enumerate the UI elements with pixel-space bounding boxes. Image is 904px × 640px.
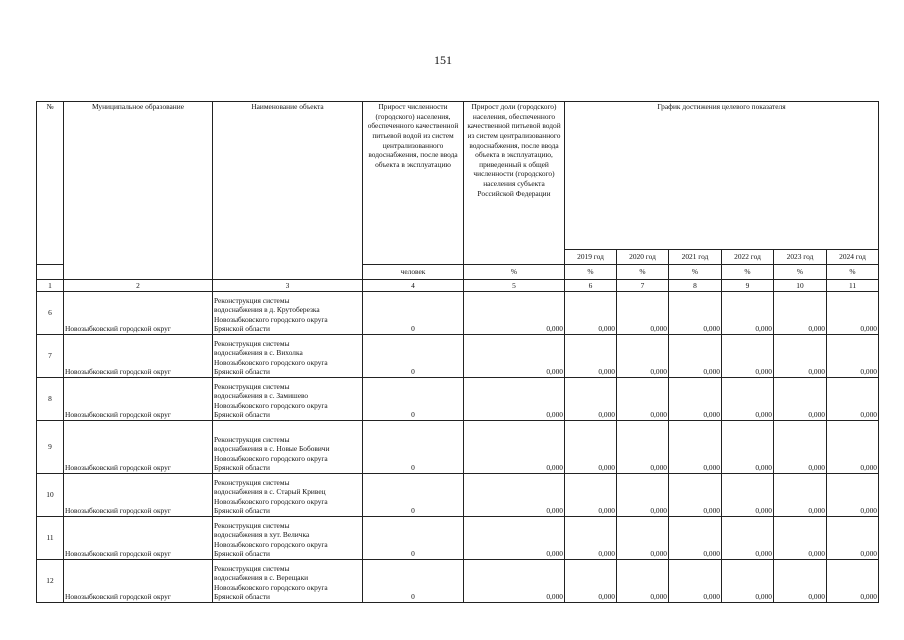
year-value-cell: 0,000 [669, 560, 722, 603]
people-cell: 0 [363, 335, 464, 378]
year-value-cell: 0,000 [722, 292, 774, 335]
people-cell: 0 [363, 292, 464, 335]
year-value-cell: 0,000 [565, 335, 617, 378]
year-value-cell: 0,000 [669, 421, 722, 474]
col-number: 10 [774, 280, 827, 292]
municipality-cell: Новозыбковский городской округ [64, 517, 213, 560]
unit-cell: % [464, 265, 565, 280]
table-row [37, 560, 879, 603]
col-number: 6 [565, 280, 617, 292]
table-row [37, 292, 879, 335]
year-value-cell: 0,000 [669, 292, 722, 335]
table-row [37, 378, 879, 421]
people-cell: 0 [363, 517, 464, 560]
year-value-cell: 0,000 [669, 378, 722, 421]
share-cell: 0,000 [464, 335, 565, 378]
header-object: Наименование объекта [213, 102, 363, 280]
unit-cell: % [722, 265, 774, 280]
year-value-cell: 0,000 [565, 378, 617, 421]
unit-cell-empty [37, 265, 64, 280]
year-value-cell: 0,000 [722, 335, 774, 378]
year-value-cell: 0,000 [722, 474, 774, 517]
unit-cell: % [617, 265, 669, 280]
year-value-cell: 0,000 [827, 517, 879, 560]
object-name-cell: Реконструкция системы водоснабжения в с. Верещаки Новозыбковского городского округа Брянской области [213, 560, 363, 603]
year-value-cell: 0,000 [827, 474, 879, 517]
row-number: 7 [37, 335, 64, 378]
year-value-cell: 0,000 [774, 560, 827, 603]
year-value-cell: 0,000 [774, 474, 827, 517]
year-value-cell: 0,000 [565, 421, 617, 474]
header-year: 2021 год [669, 250, 722, 265]
share-cell: 0,000 [464, 421, 565, 474]
unit-cell: % [565, 265, 617, 280]
share-cell: 0,000 [464, 517, 565, 560]
unit-cell: % [774, 265, 827, 280]
page-number: 151 [434, 53, 452, 67]
object-name-cell: Реконструкция системы водоснабжения в с. Вихолка Новозыбковского городского округа Брянской области [213, 335, 363, 378]
year-value-cell: 0,000 [669, 474, 722, 517]
year-value-cell: 0,000 [722, 421, 774, 474]
people-cell: 0 [363, 560, 464, 603]
people-cell: 0 [363, 474, 464, 517]
header-year: 2023 год [774, 250, 827, 265]
header-year: 2022 год [722, 250, 774, 265]
col-number: 4 [363, 280, 464, 292]
col-number: 2 [64, 280, 213, 292]
year-value-cell: 0,000 [774, 517, 827, 560]
unit-cell: % [827, 265, 879, 280]
people-cell: 0 [363, 421, 464, 474]
year-value-cell: 0,000 [617, 560, 669, 603]
year-value-cell: 0,000 [774, 421, 827, 474]
year-value-cell: 0,000 [774, 378, 827, 421]
header-no: № [37, 102, 64, 265]
year-value-cell: 0,000 [617, 335, 669, 378]
header-schedule: График достижения целевого показателя [565, 102, 879, 250]
year-value-cell: 0,000 [774, 292, 827, 335]
share-cell: 0,000 [464, 474, 565, 517]
col-number: 8 [669, 280, 722, 292]
year-value-cell: 0,000 [827, 335, 879, 378]
municipality-cell: Новозыбковский городской округ [64, 292, 213, 335]
row-number: 6 [37, 292, 64, 335]
year-value-cell: 0,000 [827, 292, 879, 335]
year-value-cell: 0,000 [669, 335, 722, 378]
year-value-cell: 0,000 [565, 560, 617, 603]
header-municipality: Муниципальное образование [64, 102, 213, 280]
share-cell: 0,000 [464, 378, 565, 421]
header-year: 2019 год [565, 250, 617, 265]
year-value-cell: 0,000 [827, 421, 879, 474]
object-name-cell: Реконструкция системы водоснабжения в хут. Величка Новозыбковского городского округа Брянской области [213, 517, 363, 560]
col-number: 1 [37, 280, 64, 292]
year-value-cell: 0,000 [827, 560, 879, 603]
municipality-cell: Новозыбковский городской округ [64, 474, 213, 517]
header-year: 2024 год [827, 250, 879, 265]
share-cell: 0,000 [464, 560, 565, 603]
table-body [37, 292, 879, 603]
unit-cell: % [669, 265, 722, 280]
year-value-cell: 0,000 [722, 517, 774, 560]
row-number: 10 [37, 474, 64, 517]
municipality-cell: Новозыбковский городской округ [64, 560, 213, 603]
table-row [37, 335, 879, 378]
col-number: 5 [464, 280, 565, 292]
share-cell: 0,000 [464, 292, 565, 335]
people-cell: 0 [363, 378, 464, 421]
col-number: 11 [827, 280, 879, 292]
year-value-cell: 0,000 [565, 474, 617, 517]
row-number: 9 [37, 421, 64, 474]
target-indicator-table [36, 101, 879, 603]
year-value-cell: 0,000 [617, 421, 669, 474]
col-number: 7 [617, 280, 669, 292]
object-name-cell: Реконструкция системы водоснабжения в с. Новые Бобовичи Новозыбковского городского округа Брянской области [213, 421, 363, 474]
table-row [37, 474, 879, 517]
table-row [37, 517, 879, 560]
col-number: 3 [213, 280, 363, 292]
year-value-cell: 0,000 [617, 292, 669, 335]
row-number: 8 [37, 378, 64, 421]
object-name-cell: Реконструкция системы водоснабжения в д. Крутоберезка Новозыбковского городского округа Брянской области [213, 292, 363, 335]
year-value-cell: 0,000 [722, 378, 774, 421]
year-value-cell: 0,000 [669, 517, 722, 560]
year-value-cell: 0,000 [827, 378, 879, 421]
municipality-cell: Новозыбковский городской округ [64, 335, 213, 378]
object-name-cell: Реконструкция системы водоснабжения в с. Замишево Новозыбковского городского округа Брянской области [213, 378, 363, 421]
table-row [37, 421, 879, 474]
header-pop-growth: Прирост численности (городского) населения, обеспеченного качественной питьевой водой из систем централизованного водоснабжения, после ввода объекта в эксплуатацию [363, 102, 464, 265]
object-name-cell: Реконструкция системы водоснабжения в с. Старый Кривец Новозыбковского городского округа Брянской области [213, 474, 363, 517]
municipality-cell: Новозыбковский городской округ [64, 421, 213, 474]
year-value-cell: 0,000 [617, 378, 669, 421]
unit-cell: человек [363, 265, 464, 280]
year-value-cell: 0,000 [617, 474, 669, 517]
year-value-cell: 0,000 [722, 560, 774, 603]
row-number: 11 [37, 517, 64, 560]
row-number: 12 [37, 560, 64, 603]
year-value-cell: 0,000 [774, 335, 827, 378]
col-number: 9 [722, 280, 774, 292]
year-value-cell: 0,000 [565, 292, 617, 335]
year-value-cell: 0,000 [617, 517, 669, 560]
municipality-cell: Новозыбковский городской округ [64, 378, 213, 421]
header-share-growth: Прирост доли (городского) населения, обеспеченного качественной питьевой водой из систем централизованного водоснабжения, после ввода объекта в эксплуатацию, приведенный к общей численности (городского) населения субъекта Российской Федерации [464, 102, 565, 265]
header-year: 2020 год [617, 250, 669, 265]
year-value-cell: 0,000 [565, 517, 617, 560]
